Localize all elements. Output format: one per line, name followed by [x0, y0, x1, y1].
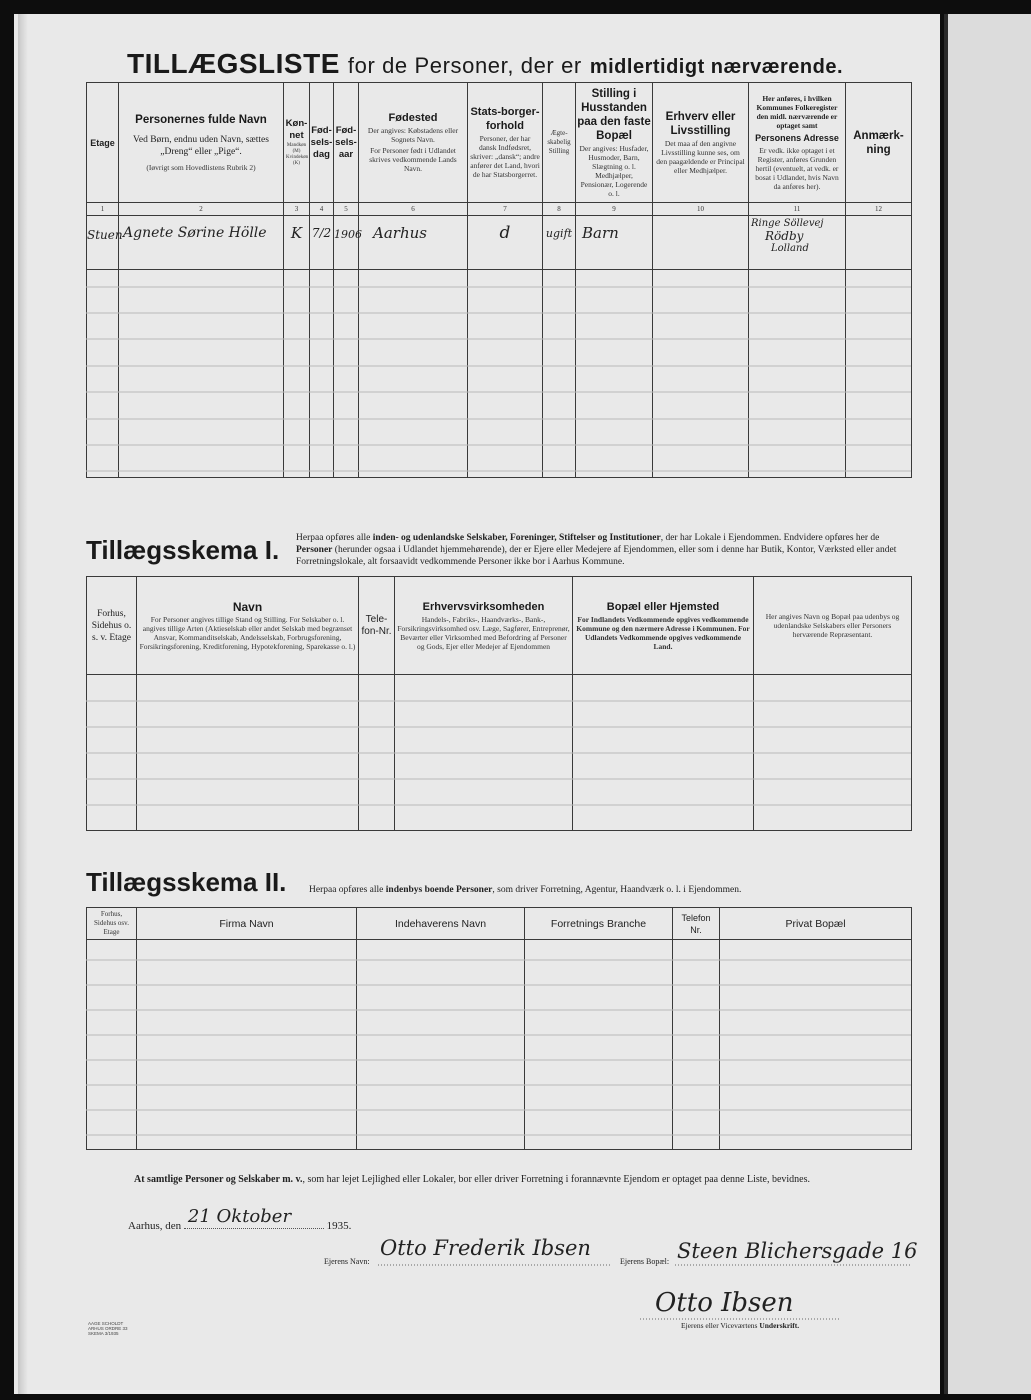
- col-num-10: 10: [653, 203, 749, 216]
- date-handwritten: 21 Oktober: [187, 1206, 292, 1227]
- s2-col-indehaver-header: Indehaverens Navn: [357, 908, 525, 940]
- entry-navn: Agnete Sørine Hölle: [119, 216, 284, 270]
- s2-col-privat-header: Privat Bopæl: [720, 908, 912, 940]
- col-num-5: 5: [334, 203, 359, 216]
- signature-handwritten: Otto Ibsen: [655, 1288, 794, 1318]
- col-num-9: 9: [576, 203, 653, 216]
- owner-name-label: Ejerens Navn:: [324, 1257, 370, 1266]
- col-stilling-header: Stilling i Husstanden paa den faste Bopæl Der angives: Husfader, Husmoder, Barn, Slægtning o. l. Medhjælper, Pensionær, Logerende o. l.: [576, 83, 653, 203]
- col-aegteskab-header: Ægte-skabelig Stilling: [543, 83, 576, 203]
- s1-col-erhverv-header: Erhvervsvirksomheden Handels-, Fabriks-, Haandværks-, Bank-, Forsikringsvirksomhed osv. Læge, Sagfører, Entreprenør, Beværter eller Virksomhed med Befordring af Personer og Gods, Ejer eller Medejer af Ejendommen: [395, 577, 573, 675]
- printer-imprint: AAGE SCHOLDT ARHUS ORDRE 33 SKEMA 3/1935: [88, 1321, 128, 1336]
- col-foedselsaar-header: Fød-sels-aar: [334, 83, 359, 203]
- skema1-description: Herpaa opføres alle inden- og udenlandske Selskaber, Foreninger, Stiftelser og Institutioner, der har Lokale i Ejendommen. Endvidere opføres her de Personer (herunder ogsaa i Udlandet hjemmehørende), der er Ejere eller Medejere af Ejendommen, eller som i denne har Butik, Kontor, Værksted eller andet Forretningslokale, alt forsaavidt vedkommende Personer ikke bor i Aarhus Kommune.: [296, 533, 897, 567]
- col-foedselsdag-header: Fød-sels-dag: [310, 83, 334, 203]
- col-num-12: 12: [846, 203, 912, 216]
- skema2-ruled-lines: [86, 940, 911, 1152]
- s1-col-bopael-header: Bopæl eller Hjemsted For Indlandets Vedkommende opgives vedkommende Kommune og den nærmere Adresse i Kommunen. For Udlandets Vedkommende opgives vedkommende Land.: [573, 577, 754, 675]
- col-num-11: 11: [749, 203, 846, 216]
- skema2-title: Tillægsskema II.: [86, 867, 287, 897]
- s1-col-etage-header: Forhus, Sidehus o. s. v. Etage: [87, 577, 137, 675]
- col-koen-header: Køn-net Mandkøn (M) Kvindekøn (K): [284, 83, 310, 203]
- col-foedested-header: Fødested Der angives: Købstadens eller Sognets Navn. For Personer født i Udlandet skrives vedkommende Lands Navn.: [359, 83, 468, 203]
- s2-col-branche-header: Forretnings Branche: [525, 908, 673, 940]
- place-date-line: [128, 1206, 352, 1232]
- col-etage-header: Etage: [87, 83, 119, 203]
- entry-statsborger: d: [468, 216, 543, 270]
- s1-col-telefon-header: Tele-fon-Nr.: [359, 577, 395, 675]
- entry-aegteskab: ugift: [543, 216, 576, 270]
- page-fold-shadow: [18, 14, 28, 1394]
- main-header-row: [87, 83, 912, 203]
- owner-name-handwritten: Otto Frederik Ibsen: [380, 1236, 591, 1260]
- main-title-bold2: midlertidigt nærværende.: [589, 56, 843, 78]
- main-title-normal: for de Personer, der er: [347, 53, 582, 78]
- entry-stilling: Barn: [576, 216, 653, 270]
- place-label: Aarhus, den: [128, 1220, 182, 1232]
- col-anmaerkning-header: Anmærk-ning: [846, 83, 912, 203]
- skema2-header-row: [87, 908, 912, 940]
- col-statsborger-header: Stats-borger-forhold Personer, der har dansk Indfødsret, skriver: „dansk“; andre anfører det Land, hvori de har Statsborgerret.: [468, 83, 543, 203]
- s2-col-telefon-header: Telefon Nr.: [673, 908, 720, 940]
- entry-koen: K: [284, 216, 310, 270]
- main-title: [127, 48, 843, 80]
- entry-foedselsdag: 7/2: [310, 216, 334, 270]
- signature-dotline: [640, 1318, 840, 1320]
- s2-col-firma-header: Firma Navn: [137, 908, 357, 940]
- entry-etage: Stuen: [87, 216, 119, 270]
- col-num-7: 7: [468, 203, 543, 216]
- owner-address-handwritten: Steen Blichersgade 16: [677, 1239, 918, 1263]
- owner-address-dotline: [675, 1264, 910, 1266]
- owner-address-label: Ejerens Bopæl:: [620, 1257, 670, 1266]
- col-erhverv-header: Erhverv eller Livsstilling Det maa af den angivne Livsstilling kunne ses, om den paagældende er Principal eller Medhjælper.: [653, 83, 749, 203]
- main-number-row: [87, 203, 912, 216]
- s1-col-repr-header: Her angives Navn og Bopæl paa udenbys og udenlandske Selskabers eller Personers herværende Repræsentant.: [754, 577, 912, 675]
- year-label: 1935.: [326, 1220, 352, 1232]
- col-num-3: 3: [284, 203, 310, 216]
- col-num-2: 2: [119, 203, 284, 216]
- adjacent-page-edge: [944, 14, 1031, 1394]
- date-field: [184, 1206, 324, 1229]
- col-num-4: 4: [310, 203, 334, 216]
- skema2-description: Herpaa opføres alle indenbys boende Personer, som driver Forretning, Agentur, Haandværk o. l. i Ejendommen.: [309, 885, 742, 895]
- entry-foedested: Aarhus: [359, 216, 468, 270]
- entry-foedselsaar: 1906: [334, 216, 359, 270]
- col-num-6: 6: [359, 203, 468, 216]
- skema1-header-row: [87, 577, 912, 675]
- s2-col-etage-header: Forhus, Sidehus osv. Etage: [87, 908, 137, 940]
- col-adresse-header: Her anføres, i hvilken Kommunes Folkeregister den midl. nærværende er optaget samt Personens Adresse Er vedk. ikke optaget i et Register, anføres Grunden hertil (eventuelt, at vedk. er bosat i Udlandet, hvis Navn da anføres her).: [749, 83, 846, 203]
- col-num-8: 8: [543, 203, 576, 216]
- col-navn-header: Personernes fulde Navn Ved Børn, endnu uden Navn, sættes „Dreng“ eller „Pige“. (Iøvrigt som Hovedlistens Rubrik 2): [119, 83, 284, 203]
- signature-label: Ejerens eller Viceværtens Underskrift.: [681, 1321, 800, 1330]
- s1-col-navn-header: Navn For Personer angives tillige Stand og Stilling. For Selskaber o. l. angives tillige Arten (Aktieselskab eller andet Selskab med begrænset Ansvar, Kommanditselskab, Andelsselskab, Forbrugsforening, Forsikringsforening, Kreditforening, Hypotekforening, Sparekasse o. l.): [137, 577, 359, 675]
- main-ruled-lines: [86, 230, 911, 500]
- owner-name-dotline: [378, 1264, 610, 1266]
- skema1-title: Tillægsskema I.: [86, 535, 280, 565]
- col-num-1: 1: [87, 203, 119, 216]
- main-title-bold: TILLÆGSLISTE: [127, 48, 340, 79]
- entry-adresse: Ringe Söllevej Rödby Lolland: [749, 216, 846, 270]
- attestation-text: At samtlige Personer og Selskaber m. v., som har lejet Lejlighed eller Lokaler, bor eller driver Forretning i forannævnte Ejendom er optaget paa denne Liste, bevidnes.: [134, 1174, 810, 1185]
- skema1-ruled-lines: [86, 675, 911, 833]
